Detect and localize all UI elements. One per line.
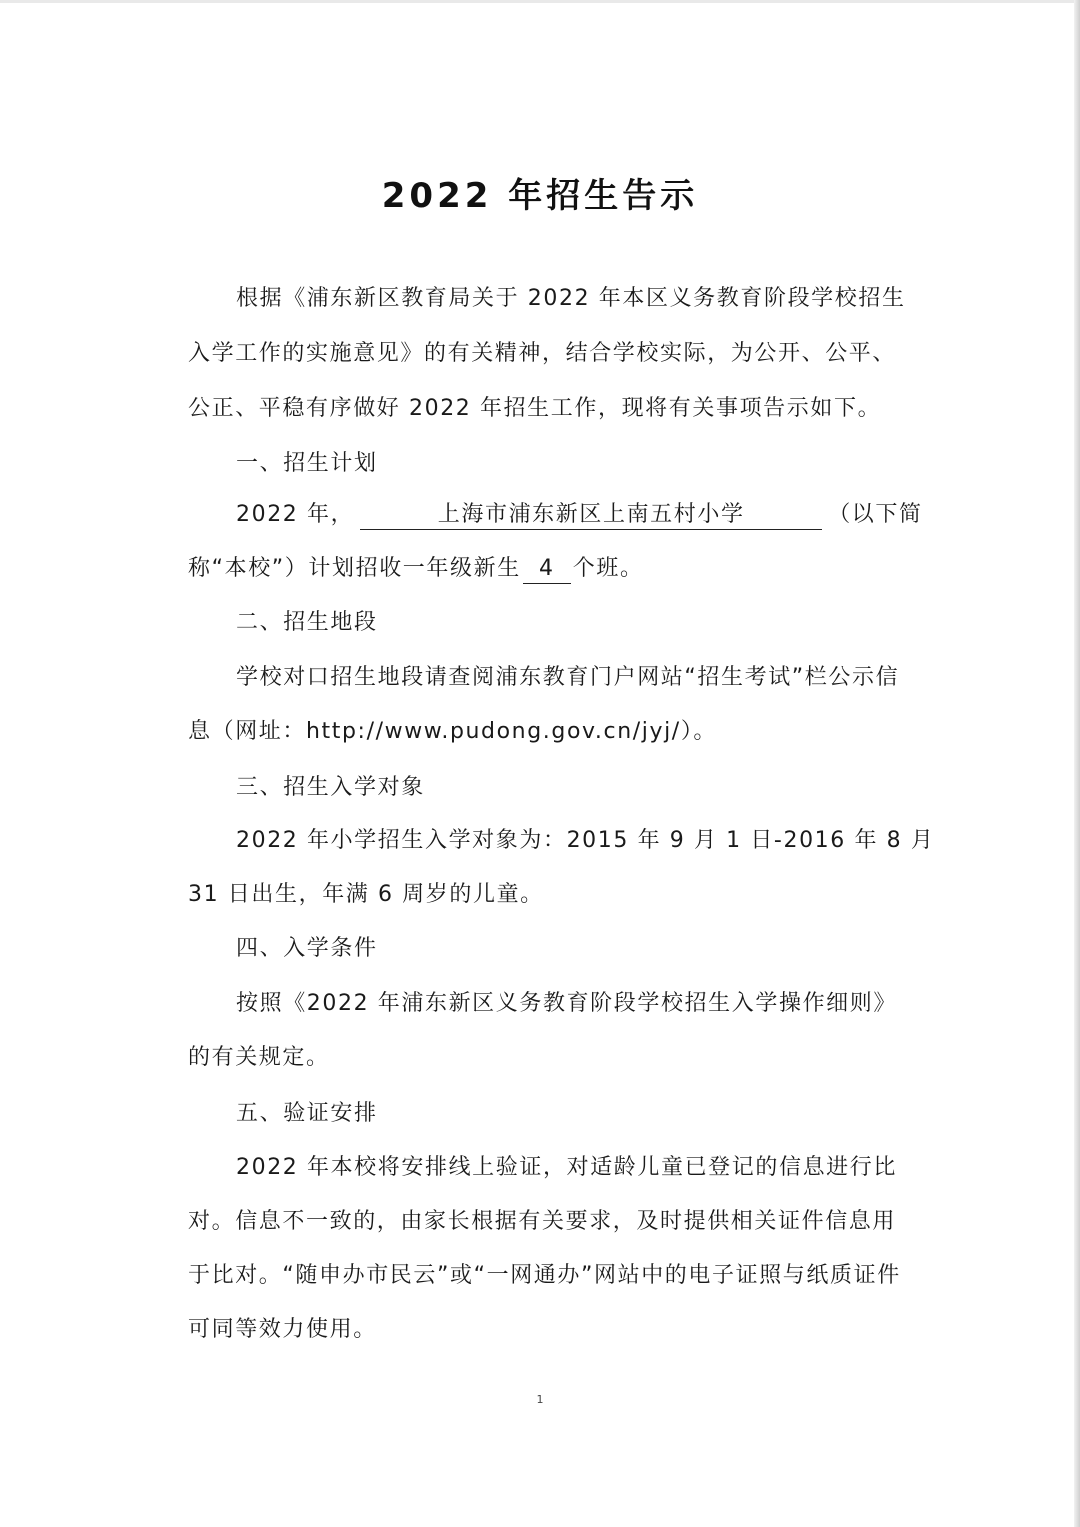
section3-line-1: 2022 年小学招生入学对象为：2015 年 9 月 1 日-2016 年 8 月 [236,828,935,853]
section4-line-1: 按照《2022 年浦东新区义务教育阶段学校招生入学操作细则》 [236,991,897,1016]
intro-line-1: 根据《浦东新区教育局关于 2022 年本区义务教育阶段学校招生 [236,286,906,311]
section3-line-2: 31 日出生，年满 6 周岁的儿童。 [188,882,544,907]
school-name-field: 上海市浦东新区上南五村小学 [360,502,822,530]
section1-line1-suffix: （以下简 [828,502,923,527]
page-number: 1 [536,1393,544,1406]
section2-line-2: 息（网址：http://www.pudong.gov.cn/jyj/）。 [188,719,718,744]
section5-line-4: 可同等效力使用。 [188,1317,377,1342]
class-count-field: 4 [523,556,571,584]
section1-heading: 一、招生计划 [236,451,378,476]
section1-line-2 [188,551,644,584]
intro-line-2: 入学工作的实施意见》的有关精神，结合学校实际，为公开、公平、 [188,341,897,366]
section2-heading: 二、招生地段 [236,610,378,635]
document-title: 2022 年招生告示 [381,176,699,216]
section1-line2-suffix: 个班。 [572,556,644,581]
intro-line-3: 公正、平稳有序做好 2022 年招生工作，现将有关事项告示如下。 [188,396,882,421]
scan-right-edge [1074,0,1080,1527]
section4-heading: 四、入学条件 [236,936,378,961]
section5-heading: 五、验证安排 [236,1101,378,1126]
section4-line-2: 的有关规定。 [188,1045,330,1070]
section1-line-1 [236,497,923,530]
section5-line-2: 对。信息不一致的，由家长根据有关要求，及时提供相关证件信息用 [188,1209,897,1234]
section1-line1-prefix: 2022 年， [236,502,355,527]
scan-top-edge [0,0,1080,3]
section2-line-1: 学校对口招生地段请查阅浦东教育门户网站“招生考试”栏公示信 [236,665,900,690]
section1-line2-prefix: 称“本校”）计划招收一年级新生 [188,556,521,581]
section5-line-1: 2022 年本校将安排线上验证，对适龄儿童已登记的信息进行比 [236,1155,897,1180]
section5-line-3: 于比对。“随申办市民云”或“一网通办”网站中的电子证照与纸质证件 [188,1263,901,1288]
section3-heading: 三、招生入学对象 [236,775,425,800]
